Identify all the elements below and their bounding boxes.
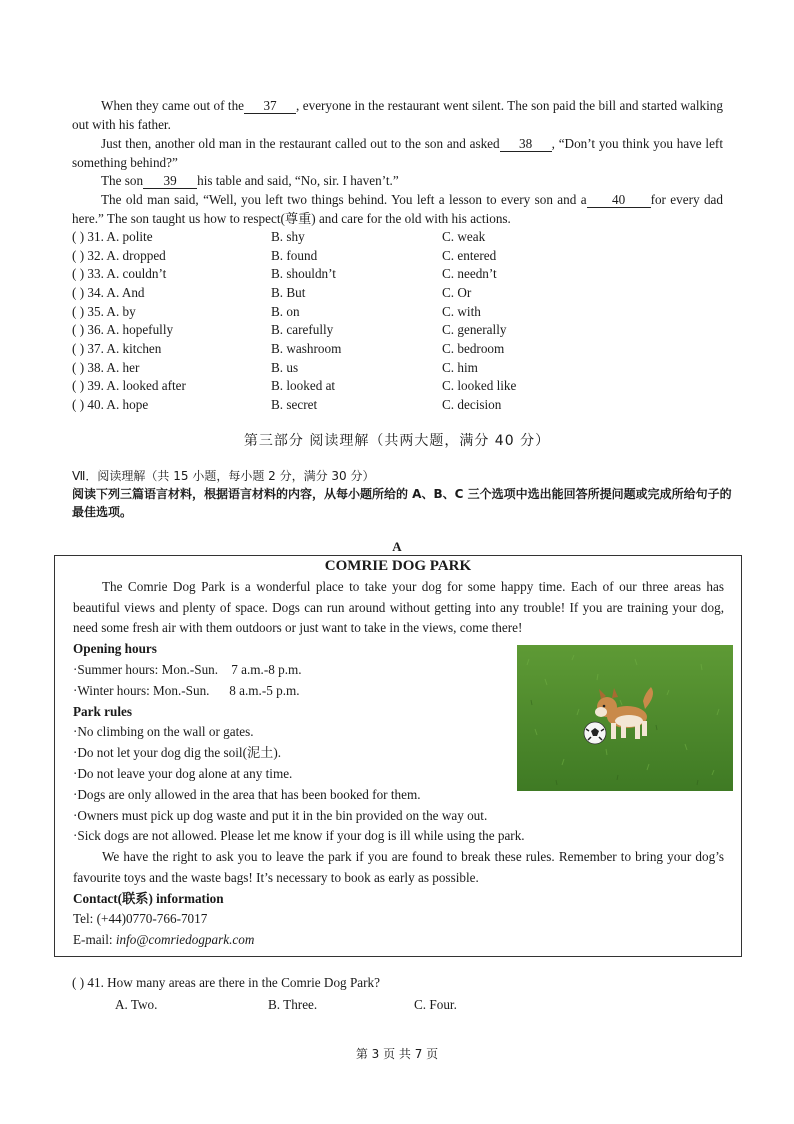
question-row (72, 359, 732, 377)
option-c: C. bedroom (442, 341, 505, 356)
text: The old man said, “Well, you left two things behind. You left a lesson to every son and a (101, 192, 587, 207)
rule-item: ·Do not let your dog dig the soil(泥土). (73, 745, 282, 760)
option-c: C. generally (442, 322, 507, 337)
contact-email (73, 930, 254, 950)
option-b: B. shouldn’t (271, 266, 336, 281)
text: for every dad here.” The son taught us how to respect(尊重) and care for the old with his actions. (72, 192, 724, 226)
option-b: B. carefully (271, 322, 334, 337)
option-c: C. him (442, 360, 478, 375)
question-num: ( ) 39. A. looked after (72, 378, 186, 393)
question-num: ( ) 34. A. And (72, 285, 145, 300)
question-row (72, 340, 732, 358)
winter-hours: ·Winter hours: Mon.-Sun. 8 a.m.-5 p.m. (73, 683, 300, 698)
question-41-option-c: C. Four. (414, 997, 457, 1012)
rule-item: ·Owners must pick up dog waste and put it in the bin provided on the way out. (73, 808, 488, 823)
text: , everyone in the restaurant went silent. The son paid the bill and started walking out with his father. (72, 98, 723, 132)
cloze-paragraph-2 (72, 135, 723, 172)
question-num: ( ) 40. A. hope (72, 397, 149, 412)
cloze-paragraph-4 (72, 191, 723, 228)
blank-38: 38 (500, 136, 552, 152)
dog-with-ball-image (517, 645, 733, 791)
email-label: E-mail: (73, 932, 116, 947)
blank-40: 40 (587, 192, 651, 208)
rule-item: ·Dogs are only allowed in the area that has been booked for them. (73, 787, 421, 802)
text: The son (101, 173, 144, 188)
question-num: ( ) 35. A. by (72, 304, 136, 319)
option-b: B. But (271, 285, 306, 300)
park-rules-heading: Park rules (73, 704, 132, 719)
section7-instructions: 阅读下列三篇语言材料，根据语言材料的内容，从每小题所给的 A、B、C 三个选项中选出能回答所提问题或完成所给句子的最佳选项。 (72, 487, 732, 519)
text: When they came out of the (101, 98, 245, 113)
part3-title: 第三部分 阅读理解（共两大题，满分 40 分） (243, 433, 551, 449)
text: , “Don’t you think you have left something behind?” (72, 136, 723, 170)
option-b: B. on (271, 304, 300, 319)
page-footer: 第 3 页 共 7 页 (355, 1047, 439, 1061)
opening-hours-heading: Opening hours (73, 641, 157, 656)
email-address: info@comriedogpark.com (115, 932, 255, 947)
option-c: C. with (442, 304, 481, 319)
contact-tel: Tel: (+44)0770-766-7017 (73, 911, 208, 926)
question-row (72, 377, 732, 395)
passage-intro: The Comrie Dog Park is a wonderful place to take your dog for some happy time. Each of our three areas has beautiful views and plenty of space. Dogs can run around without getting into any trouble! If you are training your dog, need some fresh air with them outdoors or just want to take in the views, come there! (73, 579, 724, 636)
option-c: C. entered (442, 248, 497, 263)
rule-item: ·Do not leave your dog alone at any time. (73, 766, 293, 781)
blank-39: 39 (143, 173, 197, 189)
question-41-option-b: B. Three. (268, 997, 318, 1012)
option-b: B. washroom (271, 341, 342, 356)
question-41-option-a: A. Two. (115, 997, 158, 1012)
question-row (72, 247, 732, 265)
text: Just then, another old man in the restaurant called out to the son and asked (101, 136, 500, 151)
question-num: ( ) 31. A. polite (72, 229, 153, 244)
question-row (72, 284, 732, 302)
contact-heading: Contact(联系) information (73, 891, 224, 906)
option-b: B. looked at (271, 378, 336, 393)
option-c: C. looked like (442, 378, 517, 393)
option-c: C. Or (442, 285, 472, 300)
option-c: C. decision (442, 397, 502, 412)
passage-closing: We have the right to ask you to leave the park if you are found to break these rules. Remember to bring your dog’s favourite toys and the waste bags! It’s necessary to book as early as possible. (73, 849, 724, 885)
cloze-paragraph-1 (72, 97, 723, 134)
rule-item: ·Sick dogs are not allowed. Please let me know if your dog is ill while using the park. (73, 828, 525, 843)
question-num: ( ) 38. A. her (72, 360, 140, 375)
question-row (72, 396, 732, 414)
text: his table and said, “No, sir. I haven’t.” (197, 173, 399, 188)
question-num: ( ) 32. A. dropped (72, 248, 166, 263)
option-b: B. found (271, 248, 318, 263)
option-b: B. us (271, 360, 299, 375)
cloze-paragraph-3 (72, 172, 723, 191)
question-num: ( ) 37. A. kitchen (72, 341, 162, 356)
passage-box (54, 555, 742, 957)
option-b: B. secret (271, 397, 318, 412)
section7-heading: Ⅶ．阅读理解（共 15 小题，每小题 2 分，满分 30 分） (72, 469, 375, 483)
question-num: ( ) 36. A. hopefully (72, 322, 174, 337)
rule-item: ·No climbing on the wall or gates. (73, 724, 254, 739)
option-c: C. needn’t (442, 266, 497, 281)
option-c: C. weak (442, 229, 486, 244)
option-b: B. shy (271, 229, 305, 244)
question-num: ( ) 33. A. couldn’t (72, 266, 167, 281)
dog-photo (517, 645, 733, 791)
summer-hours: ·Summer hours: Mon.-Sun. 7 a.m.-8 p.m. (73, 662, 302, 677)
blank-37: 37 (244, 98, 296, 114)
question-41-stem: ( ) 41. How many areas are there in the Comrie Dog Park? (72, 975, 380, 990)
question-row (72, 321, 732, 339)
passage-title: COMRIE DOG PARK (324, 558, 472, 574)
passage-label: A (392, 539, 402, 554)
question-row (72, 303, 732, 321)
question-row (72, 265, 732, 283)
soccer-ball (584, 722, 606, 744)
question-row (72, 228, 732, 246)
